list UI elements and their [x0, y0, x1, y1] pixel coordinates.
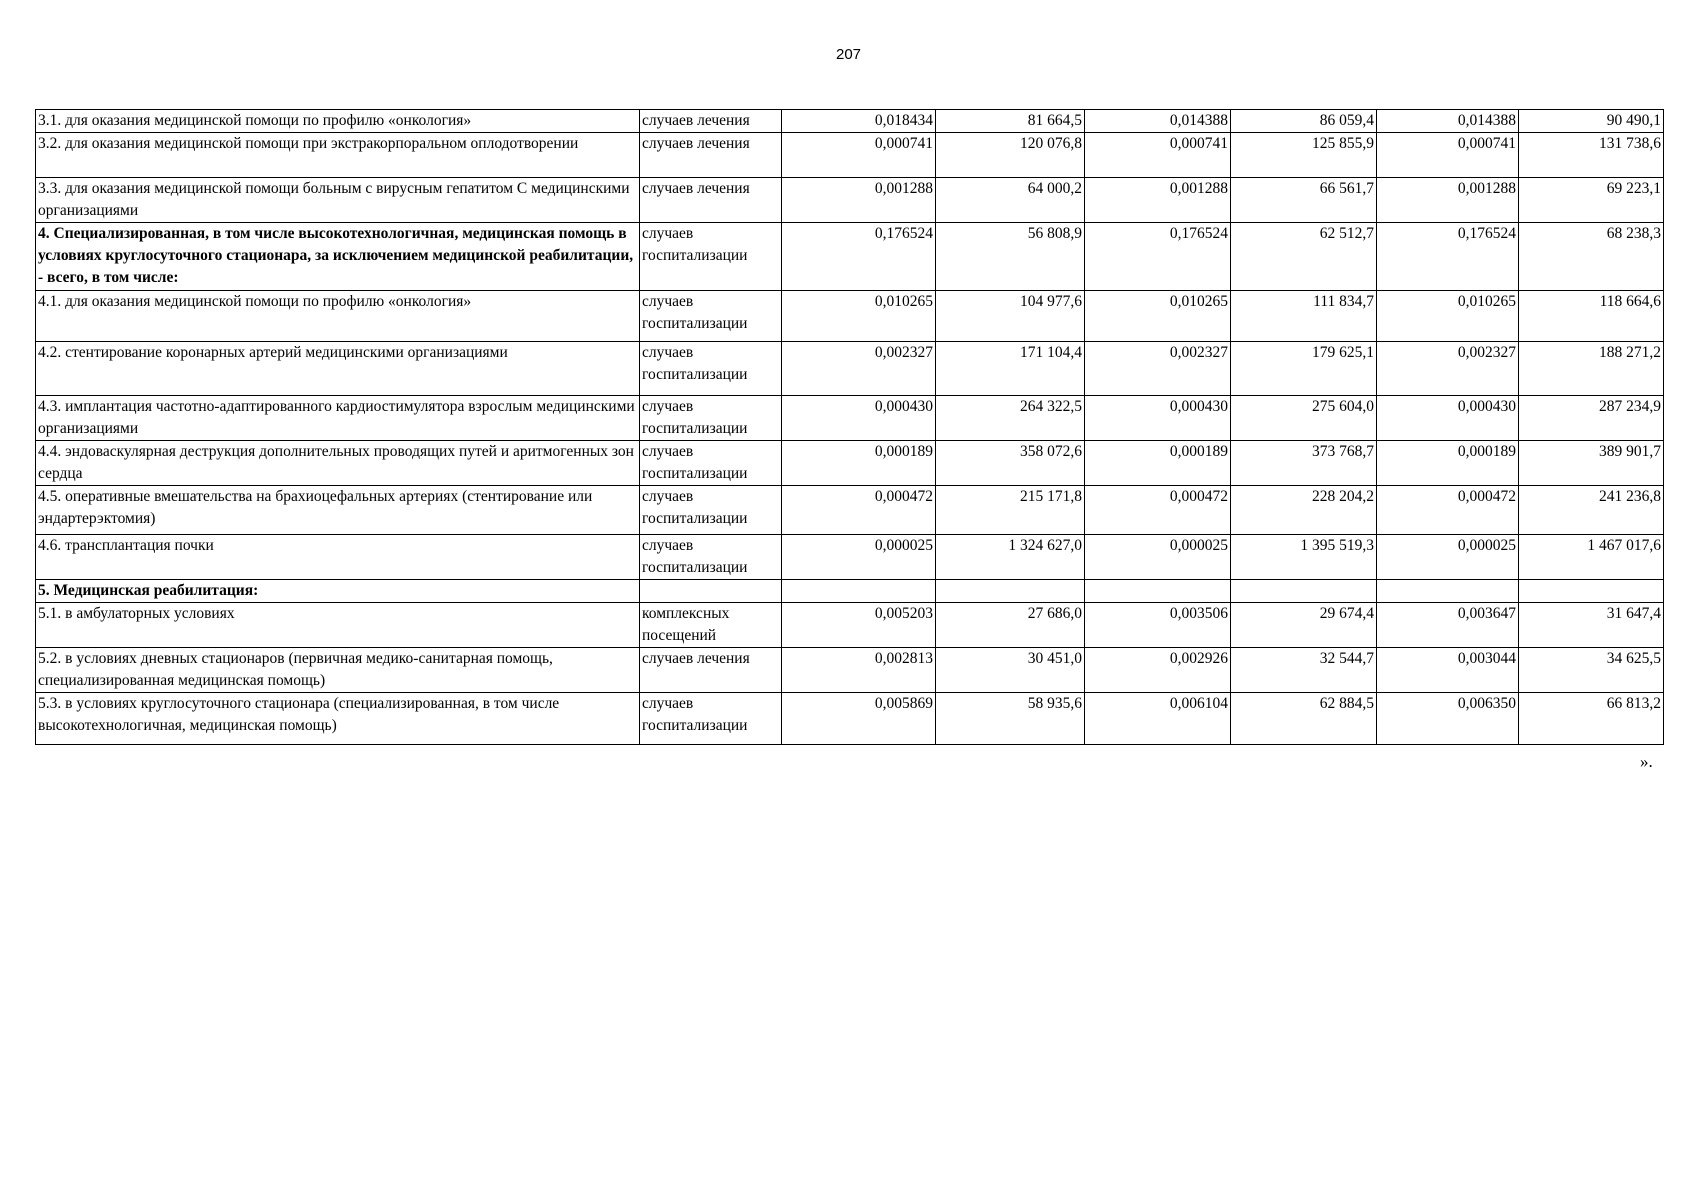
row-name-cell: 3.3. для оказания медицинской помощи больным с вирусным гепатитом С медицинскими организациями	[36, 178, 640, 223]
table-row	[36, 580, 1664, 603]
cost-value-cell: 34 625,5	[1519, 648, 1664, 693]
cost-value-cell: 66 561,7	[1231, 178, 1377, 223]
page-number: 207	[835, 46, 862, 63]
norm-value-cell: 0,001288	[782, 178, 936, 223]
norm-value-cell: 0,000189	[1377, 441, 1519, 486]
norm-value-cell: 0,001288	[1377, 178, 1519, 223]
cost-value-cell: 1 324 627,0	[936, 535, 1085, 580]
row-name-cell: 4.4. эндоваскулярная деструкция дополнительных проводящих путей и аритмогенных зон сердца	[36, 441, 640, 486]
cost-value-cell: 264 322,5	[936, 396, 1085, 441]
norm-value-cell: 0,000741	[1085, 133, 1231, 178]
table-row	[36, 223, 1664, 291]
unit-cell	[640, 580, 782, 603]
row-name-cell: 3.2. для оказания медицинской помощи при экстракорпоральном оплодотворении	[36, 133, 640, 178]
norm-value-cell: 0,000430	[1377, 396, 1519, 441]
cost-value-cell: 131 738,6	[1519, 133, 1664, 178]
norm-value-cell: 0,014388	[1377, 110, 1519, 133]
norm-value-cell: 0,006104	[1085, 693, 1231, 745]
cost-value-cell: 358 072,6	[936, 441, 1085, 486]
cost-value-cell: 32 544,7	[1231, 648, 1377, 693]
table-row	[36, 396, 1664, 441]
cost-value-cell: 64 000,2	[936, 178, 1085, 223]
table-row	[36, 110, 1664, 133]
norm-value-cell: 0,000025	[1085, 535, 1231, 580]
cost-value-cell: 188 271,2	[1519, 342, 1664, 396]
norm-value-cell: 0,003506	[1085, 603, 1231, 648]
table-row	[36, 133, 1664, 178]
cost-value-cell	[936, 580, 1085, 603]
row-name-cell: 5. Медицинская реабилитация:	[36, 580, 640, 603]
norm-value-cell: 0,000025	[1377, 535, 1519, 580]
table-body	[36, 110, 1664, 745]
cost-value-cell: 1 467 017,6	[1519, 535, 1664, 580]
cost-value-cell: 62 884,5	[1231, 693, 1377, 745]
unit-cell: случаев лечения	[640, 133, 782, 178]
cost-value-cell: 104 977,6	[936, 291, 1085, 342]
unit-cell: случаев госпитализации	[640, 693, 782, 745]
norm-value-cell: 0,176524	[1377, 223, 1519, 291]
norm-value-cell: 0,000741	[1377, 133, 1519, 178]
cost-value-cell: 171 104,4	[936, 342, 1085, 396]
row-name-cell: 4.2. стентирование коронарных артерий медицинскими организациями	[36, 342, 640, 396]
cost-value-cell: 62 512,7	[1231, 223, 1377, 291]
unit-cell: случаев лечения	[640, 110, 782, 133]
norm-value-cell: 0,018434	[782, 110, 936, 133]
cost-value-cell: 29 674,4	[1231, 603, 1377, 648]
cost-value-cell: 179 625,1	[1231, 342, 1377, 396]
cost-value-cell: 125 855,9	[1231, 133, 1377, 178]
unit-cell: случаев госпитализации	[640, 342, 782, 396]
norm-value-cell: 0,000430	[782, 396, 936, 441]
table-row	[36, 441, 1664, 486]
row-name-cell: 5.2. в условиях дневных стационаров (первичная медико-санитарная помощь, специализированная медицинская помощь)	[36, 648, 640, 693]
row-name-cell: 4.6. трансплантация почки	[36, 535, 640, 580]
row-name-cell: 4. Специализированная, в том числе высокотехнологичная, медицинская помощь в условиях круглосуточного стационара, за исключением медицинской реабилитации, - всего, в том числе:	[36, 223, 640, 291]
norm-value-cell: 0,002926	[1085, 648, 1231, 693]
norm-value-cell: 0,000472	[1377, 486, 1519, 535]
cost-value-cell: 373 768,7	[1231, 441, 1377, 486]
norm-value-cell: 0,000189	[1085, 441, 1231, 486]
norm-value-cell: 0,000189	[782, 441, 936, 486]
table-row	[36, 342, 1664, 396]
norm-value-cell: 0,000430	[1085, 396, 1231, 441]
table-row	[36, 603, 1664, 648]
row-name-cell: 3.1. для оказания медицинской помощи по профилю «онкология»	[36, 110, 640, 133]
norm-value-cell: 0,010265	[1377, 291, 1519, 342]
cost-value-cell: 68 238,3	[1519, 223, 1664, 291]
cost-value-cell: 389 901,7	[1519, 441, 1664, 486]
unit-cell: случаев лечения	[640, 648, 782, 693]
norm-value-cell: 0,005203	[782, 603, 936, 648]
row-name-cell: 5.1. в амбулаторных условиях	[36, 603, 640, 648]
cost-value-cell: 215 171,8	[936, 486, 1085, 535]
norm-value-cell: 0,000025	[782, 535, 936, 580]
norm-value-cell: 0,001288	[1085, 178, 1231, 223]
norm-value-cell: 0,002327	[1085, 342, 1231, 396]
data-table	[35, 109, 1664, 745]
table-row	[36, 486, 1664, 535]
table-row	[36, 535, 1664, 580]
unit-cell: случаев лечения	[640, 178, 782, 223]
row-name-cell: 4.3. имплантация частотно-адаптированного кардиостимулятора взрослым медицинскими организациями	[36, 396, 640, 441]
norm-value-cell: 0,000472	[782, 486, 936, 535]
cost-value-cell: 90 490,1	[1519, 110, 1664, 133]
cost-value-cell: 27 686,0	[936, 603, 1085, 648]
unit-cell: случаев госпитализации	[640, 396, 782, 441]
table-row	[36, 693, 1664, 745]
norm-value-cell	[1085, 580, 1231, 603]
norm-value-cell: 0,014388	[1085, 110, 1231, 133]
norm-value-cell: 0,006350	[1377, 693, 1519, 745]
norm-value-cell: 0,003647	[1377, 603, 1519, 648]
table-row	[36, 178, 1664, 223]
cost-value-cell: 120 076,8	[936, 133, 1085, 178]
norm-value-cell: 0,000472	[1085, 486, 1231, 535]
table-row	[36, 648, 1664, 693]
norm-value-cell: 0,003044	[1377, 648, 1519, 693]
unit-cell: комплексных посещений	[640, 603, 782, 648]
norm-value-cell: 0,010265	[782, 291, 936, 342]
cost-value-cell: 81 664,5	[936, 110, 1085, 133]
row-name-cell: 5.3. в условиях круглосуточного стационара (специализированная, в том числе высокотехнологичная, медицинская помощь)	[36, 693, 640, 745]
norm-value-cell: 0,010265	[1085, 291, 1231, 342]
norm-value-cell: 0,176524	[1085, 223, 1231, 291]
cost-value-cell: 66 813,2	[1519, 693, 1664, 745]
cost-value-cell: 31 647,4	[1519, 603, 1664, 648]
norm-value-cell: 0,000741	[782, 133, 936, 178]
cost-value-cell: 58 935,6	[936, 693, 1085, 745]
row-name-cell: 4.5. оперативные вмешательства на брахиоцефальных артериях (стентирование или эндартерэктомия)	[36, 486, 640, 535]
cost-value-cell: 111 834,7	[1231, 291, 1377, 342]
cost-value-cell: 30 451,0	[936, 648, 1085, 693]
cost-value-cell: 287 234,9	[1519, 396, 1664, 441]
norm-value-cell	[1377, 580, 1519, 603]
cost-value-cell: 56 808,9	[936, 223, 1085, 291]
cost-value-cell: 241 236,8	[1519, 486, 1664, 535]
cost-value-cell	[1519, 580, 1664, 603]
cost-value-cell: 275 604,0	[1231, 396, 1377, 441]
cost-value-cell: 118 664,6	[1519, 291, 1664, 342]
cost-value-cell: 228 204,2	[1231, 486, 1377, 535]
cost-value-cell: 69 223,1	[1519, 178, 1664, 223]
norm-value-cell: 0,176524	[782, 223, 936, 291]
norm-value-cell: 0,002327	[1377, 342, 1519, 396]
norm-value-cell: 0,002813	[782, 648, 936, 693]
unit-cell: случаев госпитализации	[640, 223, 782, 291]
cost-value-cell: 86 059,4	[1231, 110, 1377, 133]
table-row	[36, 291, 1664, 342]
cost-value-cell: 1 395 519,3	[1231, 535, 1377, 580]
norm-value-cell: 0,005869	[782, 693, 936, 745]
unit-cell: случаев госпитализации	[640, 441, 782, 486]
unit-cell: случаев госпитализации	[640, 486, 782, 535]
cost-value-cell	[1231, 580, 1377, 603]
norm-value-cell	[782, 580, 936, 603]
closing-quote: ».	[1640, 752, 1653, 771]
unit-cell: случаев госпитализации	[640, 535, 782, 580]
norm-value-cell: 0,002327	[782, 342, 936, 396]
unit-cell: случаев госпитализации	[640, 291, 782, 342]
row-name-cell: 4.1. для оказания медицинской помощи по профилю «онкология»	[36, 291, 640, 342]
